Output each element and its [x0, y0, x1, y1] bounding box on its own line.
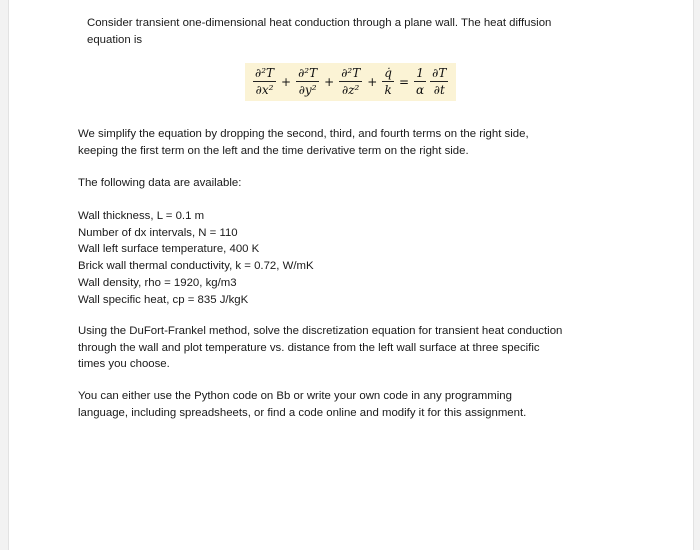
equation-term-y	[296, 66, 319, 97]
data-item-wall-thickness: Wall thickness, L = 0.1 m	[78, 210, 205, 222]
data-item-left-temperature: Wall left surface temperature, 400 K	[78, 243, 260, 256]
code-note-line-1: You can either use the Python code on Bb or write your own code in any programming	[78, 390, 512, 402]
equation-term-z	[339, 66, 362, 97]
term-numerator: ∂²T	[298, 66, 318, 80]
term-denominator: k	[384, 83, 392, 97]
equation-rhs-time-derivative	[430, 66, 448, 97]
equation-term-x	[253, 66, 276, 97]
code-note-paragraph	[78, 388, 638, 421]
equation-rhs-coefficient	[414, 66, 426, 97]
term-numerator: 1	[416, 66, 424, 80]
term-numerator: q̇	[384, 66, 392, 80]
term-numerator: ∂²T	[255, 66, 275, 80]
equals-sign: =	[398, 74, 410, 89]
simplify-line-1: We simplify the equation by dropping the second, third, and fourth terms on the right side,	[78, 128, 529, 140]
data-list	[78, 208, 314, 308]
plus-sign: +	[367, 74, 378, 89]
heat-diffusion-equation	[245, 63, 456, 101]
simplification-paragraph	[78, 126, 618, 159]
data-item-intervals: Number of dx intervals, N = 110	[78, 226, 238, 239]
data-item-conductivity: Brick wall thermal conductivity, k = 0.72, W/mK	[78, 260, 314, 273]
intro-paragraph	[87, 12, 647, 48]
data-item-density: Wall density, rho = 1920, kg/m3	[78, 276, 237, 289]
code-note-line-2: language, including spreadsheets, or find a code online and modify it for this assignment.	[78, 406, 527, 419]
term-denominator: ∂z²	[342, 83, 360, 97]
term-numerator: ∂²T	[341, 66, 361, 80]
plus-sign: +	[324, 74, 335, 89]
term-denominator: ∂y²	[298, 83, 317, 97]
term-denominator: ∂x²	[255, 83, 274, 97]
method-paragraph	[78, 323, 638, 373]
term-denominator: α	[416, 83, 425, 97]
data-item-specific-heat: Wall specific heat, cp = 835 J/kgK	[78, 293, 249, 306]
plus-sign: +	[281, 74, 292, 89]
method-line-1: Using the DuFort-Frankel method, solve the discretization equation for transient heat conduction	[78, 325, 563, 337]
simplify-line-2: keeping the first term on the left and the time derivative term on the right side.	[78, 144, 469, 157]
data-heading: The following data are available:	[78, 177, 242, 189]
method-line-2: through the wall and plot temperature vs. distance from the left wall surface at three specific	[78, 341, 540, 354]
data-heading-paragraph	[78, 175, 241, 192]
intro-line-1: Consider transient one-dimensional heat conduction through a plane wall. The heat diffusion	[87, 17, 552, 29]
method-line-3: times you choose.	[78, 358, 170, 370]
intro-line-2: equation is	[87, 33, 143, 46]
term-denominator: ∂t	[433, 83, 445, 97]
equation-term-generation	[382, 66, 394, 97]
term-numerator: ∂T	[432, 66, 447, 80]
